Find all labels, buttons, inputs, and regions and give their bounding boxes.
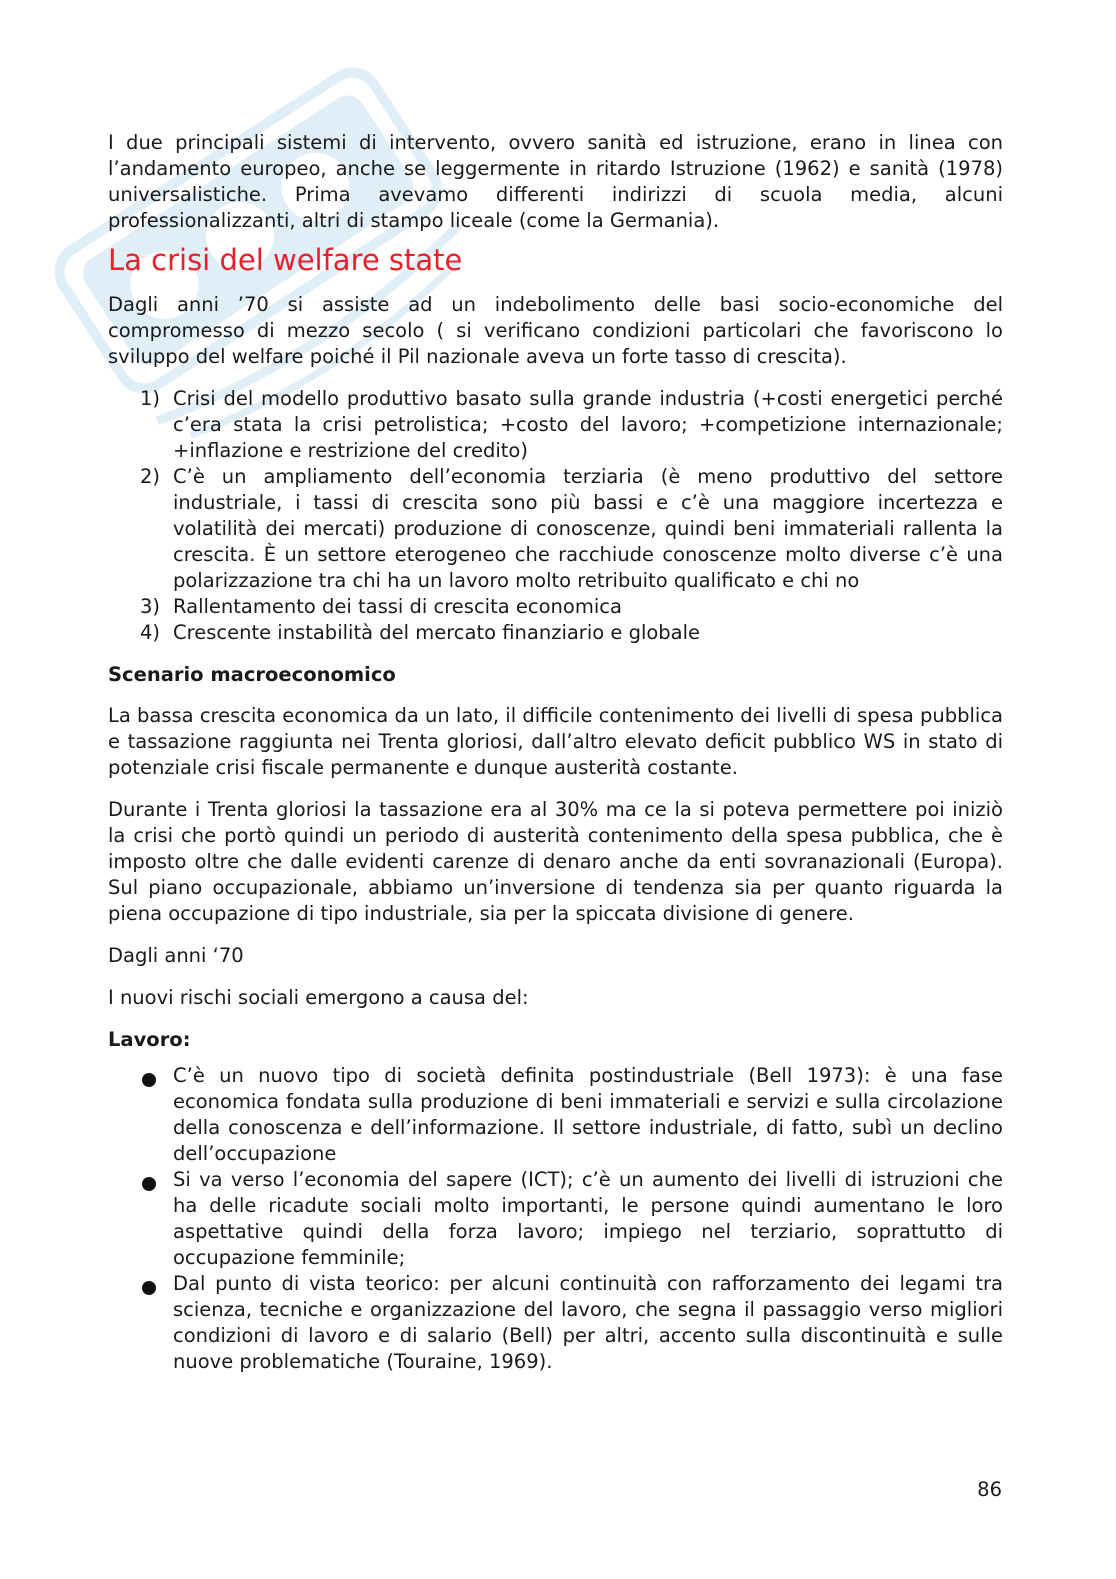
- list-number: 1): [140, 387, 161, 410]
- scenario-paragraph: La bassa crescita economica da un lato, il difficile contenimento dei livelli di spesa pubblica e tassazione raggiunta nei Trenta gloriosi, dall’altro elevato deficit pubblico WS in stato di potenziale crisi fiscale permanente e dunque austerità costante.: [108, 704, 1003, 779]
- list-item-text: Rallentamento dei tassi di crescita economica: [173, 595, 622, 618]
- bullet-item: [108, 1271, 1003, 1375]
- list-item: [108, 464, 1003, 594]
- bullet-item: [108, 1063, 1003, 1167]
- bullet-item: [108, 1167, 1003, 1271]
- bullet-item-text: Si va verso l’economia del sapere (ICT); c’è un aumento dei livelli di istruzioni che ha delle ricadute sociali molto importanti, le persone quindi aumentano le loro aspettative quindi della forza lavoro; impiego nel terziario, soprattutto di occupazione femminile;: [173, 1168, 1003, 1269]
- list-number: 4): [140, 621, 161, 644]
- crisis-paragraph: Dagli anni ’70 si assiste ad un indebolimento delle basi socio-economiche del compromesso di mezzo secolo ( si verificano condizioni particolari che favoriscono lo sviluppo del welfare poiché il Pil nazionale aveva un forte tasso di crescita).: [108, 293, 1003, 368]
- list-item: [108, 620, 1003, 646]
- scenario-heading: Scenario macroeconomico: [108, 663, 396, 686]
- section-title: La crisi del welfare state: [108, 243, 463, 277]
- list-number: 3): [140, 595, 161, 618]
- lavoro-bullet-list: [108, 1063, 1003, 1375]
- list-item-text: Crisi del modello produttivo basato sulla grande industria (+costi energetici perché c’era stata la crisi petrolistica; +costo del lavoro; +competizione internazionale; +inflazione e restrizione del credito): [173, 387, 1003, 462]
- austerity-paragraph: Durante i Trenta gloriosi la tassazione era al 30% ma ce la si poteva permettere poi iniziò la crisi che portò quindi un periodo di austerità contenimento della spesa pubblica, che è imposto oltre che dalle evidenti carenze di denaro anche da enti sovranazionali (Europa). Sul piano occupazionale, abbiamo un’inversione di tendenza sia per quanto riguarda la piena occupazione di tipo industriale, sia per la spiccata divisione di genere.: [108, 798, 1003, 925]
- list-item-text: C’è un ampliamento dell’economia terziaria (è meno produttivo del settore industriale, i tassi di crescita sono più bassi e c’è una maggiore incertezza e volatilità dei mercati) produzione di conoscenze, quindi beni immateriali rallenta la crescita. È un settore eterogeneo che racchiude conoscenze molto diverse c’è una polarizzazione tra chi ha un lavoro molto retribuito qualificato e chi no: [173, 465, 1003, 592]
- bullet-item-text: C’è un nuovo tipo di società definita postindustriale (Bell 1973): è una fase economica fondata sulla produzione di beni immateriali e servizi e sulla circolazione della conoscenza e dell’informazione. Il settore industriale, di fatto, subì un declino dell’occupazione: [173, 1064, 1003, 1165]
- lavoro-heading: Lavoro:: [108, 1028, 191, 1051]
- bullet-dot-icon: [142, 1177, 156, 1191]
- bullet-dot-icon: [142, 1073, 156, 1087]
- page-content: [108, 130, 1003, 1375]
- bullet-item-text: Dal punto di vista teorico: per alcuni continuità con rafforzamento dei legami tra scienza, tecniche e organizzazione del lavoro, che segna il passaggio verso migliori condizioni di lavoro e di salario (Bell) per altri, accento sulla discontinuità e sulle nuove problematiche (Touraine, 1969).: [173, 1272, 1003, 1373]
- list-number: 2): [140, 465, 161, 488]
- new-risks-paragraph: I nuovi rischi sociali emergono a causa del:: [108, 986, 529, 1009]
- seventies-paragraph: Dagli anni ‘70: [108, 944, 244, 967]
- list-item-text: Crescente instabilità del mercato finanziario e globale: [173, 621, 701, 644]
- bullet-dot-icon: [142, 1281, 156, 1295]
- intro-paragraph: I due principali sistemi di intervento, ovvero sanità ed istruzione, erano in linea con l’andamento europeo, anche se leggermente in ritardo Istruzione (1962) e sanità (1978) universalistiche. Prima avevamo differenti indirizzi di scuola media, alcuni professionalizzanti, altri di stampo liceale (come la Germania).: [108, 131, 1003, 232]
- list-item: [108, 386, 1003, 464]
- crisis-causes-list: [108, 386, 1003, 646]
- page-number: 86: [977, 1478, 1002, 1501]
- list-item: [108, 594, 1003, 620]
